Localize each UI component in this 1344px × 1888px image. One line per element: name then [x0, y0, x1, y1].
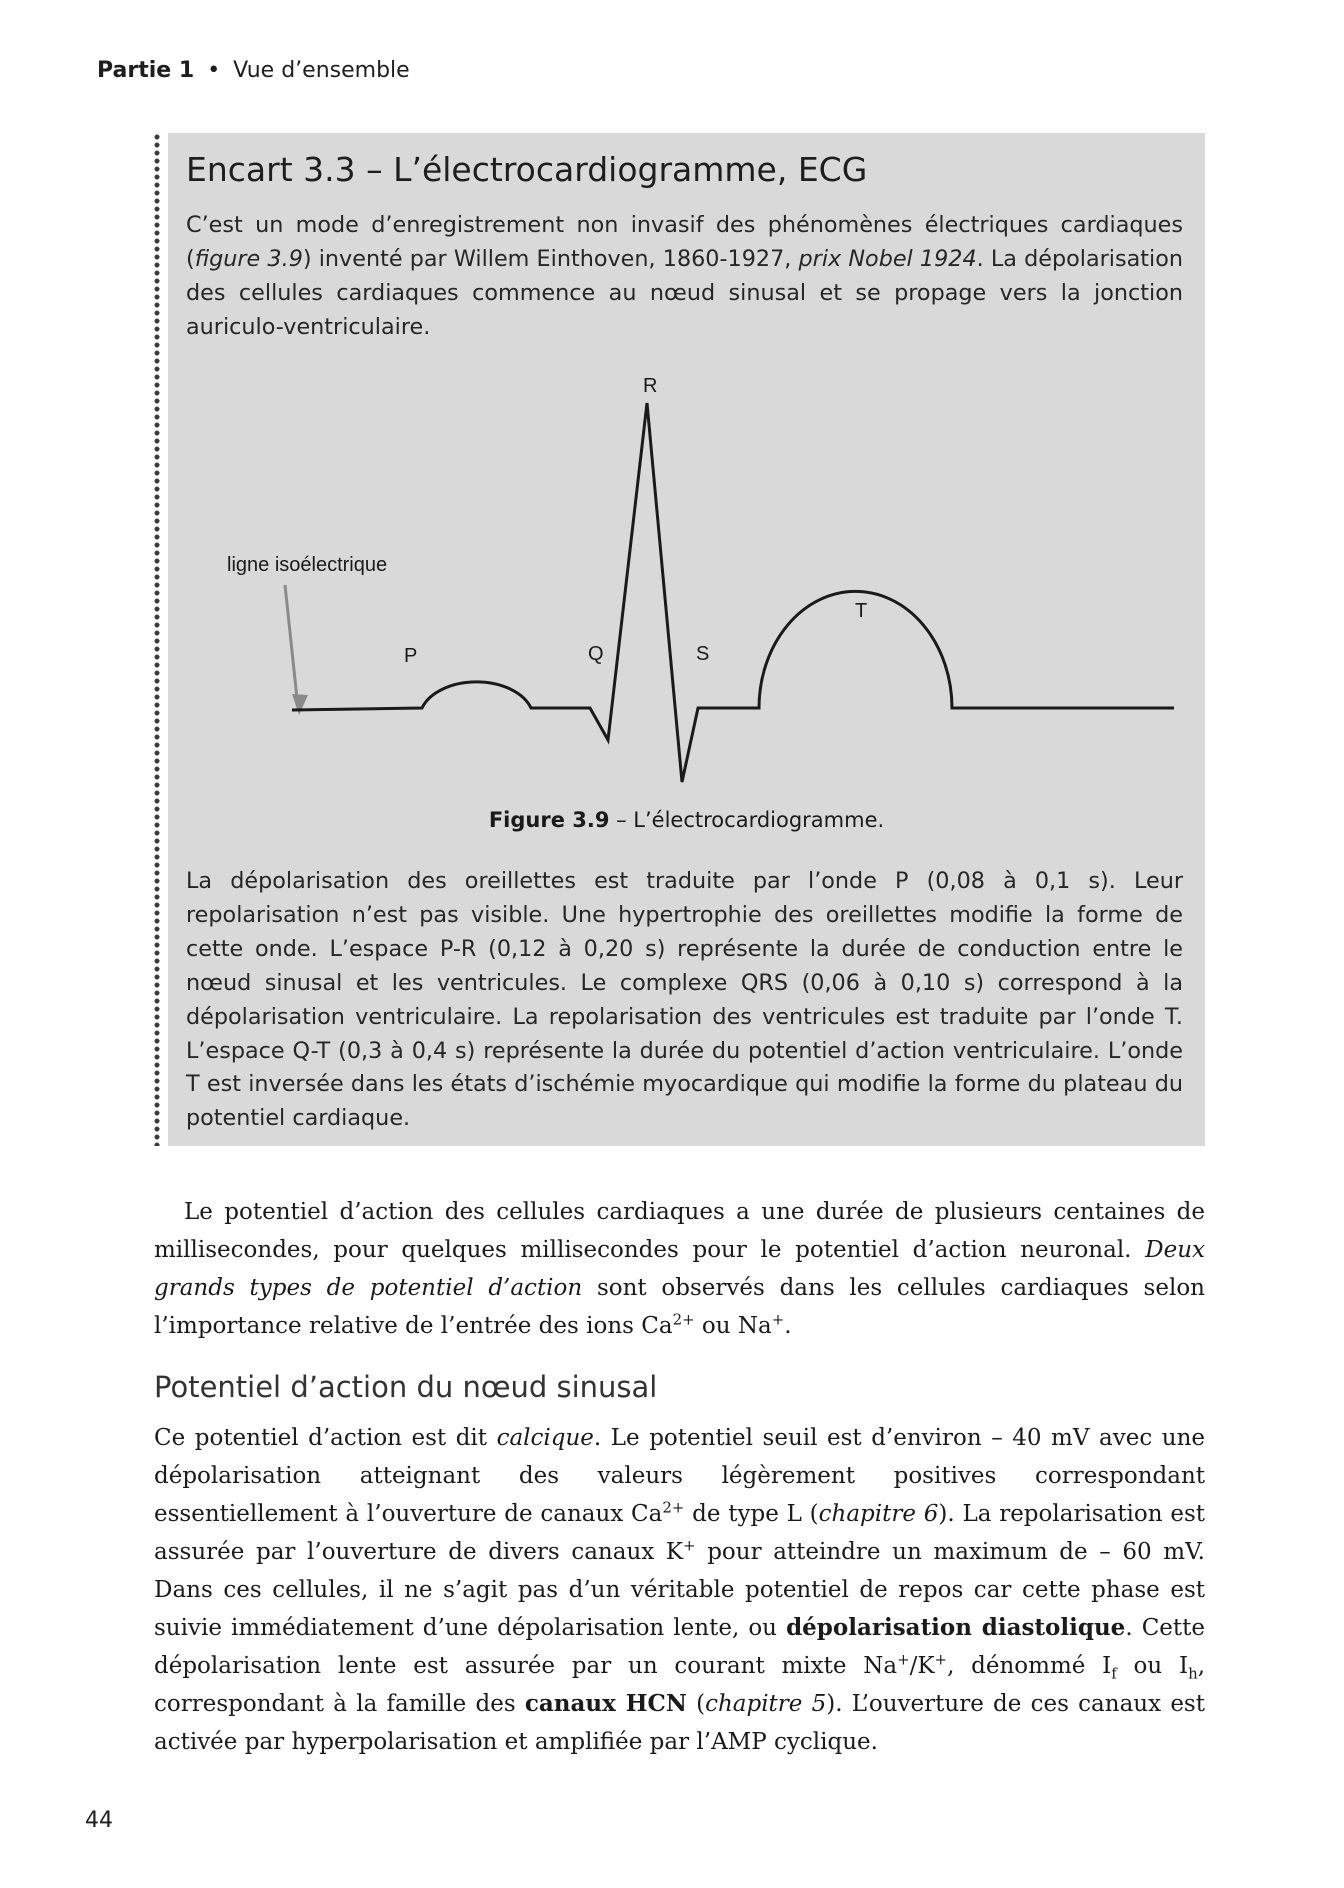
- encart-ecg-explanation: La dépolarisation des oreillettes est traduite par l’onde P (0,08 à 0,1 s). Leur repolarisation n’est pas visible. Une hypertrophie des oreillettes modifie la forme de cette onde. L’espace P-R (0,12 à 0,20 s) représente la durée de conduction entre le nœud sinusal et les ventricules. Le complexe QRS (0,06 à 0,10 s) correspond à la dépolarisation ventriculaire. La repolarisation des ventricules est traduite par l’onde T. L’espace Q-T (0,3 à 0,4 s) représente la durée du potentiel d’action ventriculaire. L’onde T est inversée dans les états d’ischémie myocardique qui modifie la forme du plateau du potentiel cardiaque.: [186, 868, 1183, 1132]
- k-charge: +: [683, 1536, 696, 1555]
- encart-intro: [186, 209, 1183, 345]
- q-label: Q: [588, 643, 604, 665]
- header-bullet: •: [207, 58, 221, 83]
- if-subscript: f: [1111, 1664, 1117, 1683]
- main-emphasis: Deux grands types de potentiel d’action: [154, 1237, 1205, 1301]
- sinus-text-8: , dénommé I: [947, 1653, 1112, 1679]
- figure-reference: figure 3.9: [194, 245, 303, 272]
- s-label: S: [696, 643, 710, 665]
- intro-text-3: . La dépolarisation des cellules cardiaques commence au nœud sinusal et se propage vers la jonction auriculo-ventriculaire.: [186, 245, 1183, 340]
- chapter-6-reference: chapitre 6: [818, 1501, 939, 1527]
- intro-text-1: C’est un mode d’enregistrement non invasif des phénomènes électriques cardiaques (: [186, 212, 1183, 272]
- sinus-text-11: (: [686, 1691, 706, 1717]
- figure-number: Figure 3.9: [488, 808, 610, 832]
- running-head: [97, 58, 410, 83]
- encart-dotted-border: [154, 133, 160, 1146]
- sinus-text-4: ). La repolarisation est assurée par l’ouverture de divers canaux K: [154, 1501, 1206, 1565]
- isoelectric-arrow: [285, 585, 298, 708]
- calcique-emphasis: calcique: [496, 1425, 594, 1451]
- diastolic-depolarization-term: dépolarisation diastolique: [786, 1614, 1126, 1641]
- sinus-text-7: /K: [909, 1653, 935, 1679]
- isoelectric-label: ligne isoélectrique: [227, 554, 388, 576]
- sinus-text-12: ). L’ouverture de ces canaux est activée par hyperpolarisation et amplifiée par l’AMP cyclique.: [154, 1691, 1205, 1755]
- section-label: Vue d’ensemble: [233, 58, 410, 83]
- sinus-text-2: . Le potentiel seuil est d’environ – 40 mV avec une dépolarisation atteignant des valeurs légèrement positives correspondant essentiellement à l’ouverture de canaux Ca: [154, 1425, 1205, 1527]
- ecg-trace: [292, 403, 1174, 782]
- t-wave-label: T: [855, 600, 868, 622]
- sinus-text-1: Ce potentiel d’action est dit: [154, 1425, 497, 1451]
- hcn-channels-term: canaux HCN: [524, 1690, 687, 1717]
- sinus-text-3: de type L (: [684, 1501, 819, 1527]
- main-text-4: .: [784, 1313, 792, 1339]
- section-paragraph: [154, 1419, 1205, 1761]
- main-paragraph: [154, 1193, 1205, 1345]
- ca-charge: 2+: [662, 1498, 685, 1517]
- encart-title: Encart 3.3 – L’électrocardiogramme, ECG: [186, 150, 868, 189]
- part-label: Partie 1: [97, 58, 195, 83]
- main-text-3: ou Na: [694, 1313, 772, 1339]
- main-text-2: sont observés dans les cellules cardiaques selon l’importance relative de l’entrée des ions Ca: [154, 1275, 1205, 1339]
- figure-caption-text: – L’électrocardiogramme.: [609, 808, 885, 832]
- sinus-text-6: . Cette dépolarisation lente est assurée par un courant mixte Na: [154, 1615, 1206, 1679]
- figure-caption: [168, 808, 1205, 832]
- ecg-figure: [168, 370, 1205, 810]
- r-label: R: [643, 375, 658, 397]
- k-charge: +: [934, 1650, 948, 1669]
- isoelectric-arrowhead: [292, 694, 308, 715]
- section-title: Potentiel d’action du nœud sinusal: [154, 1370, 658, 1404]
- na-charge: +: [771, 1310, 785, 1329]
- nobel-prize: prix Nobel 1924: [798, 245, 977, 272]
- sinus-text-10: , correspondant à la famille des: [154, 1653, 1206, 1717]
- intro-text-2: ) inventé par Willem Einthoven, 1860-1927,: [302, 245, 799, 272]
- sinus-text-9: ou I: [1116, 1653, 1189, 1679]
- page-number: 44: [85, 1808, 113, 1833]
- na-charge: +: [897, 1650, 910, 1669]
- p-wave-label: P: [404, 645, 418, 667]
- ca-charge: 2+: [672, 1310, 695, 1329]
- sinus-text-5: pour atteindre un maximum de – 60 mV. Dans ces cellules, il ne s’agit pas d’un véritable potentiel de repos car cette phase est suivie immédiatement d’une dépolarisation lente, ou: [154, 1539, 1205, 1641]
- main-text-1: Le potentiel d’action des cellules cardiaques a une durée de plusieurs centaines de millisecondes, pour quelques millisecondes pour le potentiel d’action neuronal.: [154, 1199, 1205, 1263]
- chapter-5-reference: chapitre 5: [705, 1691, 827, 1717]
- ih-subscript: h: [1188, 1664, 1198, 1683]
